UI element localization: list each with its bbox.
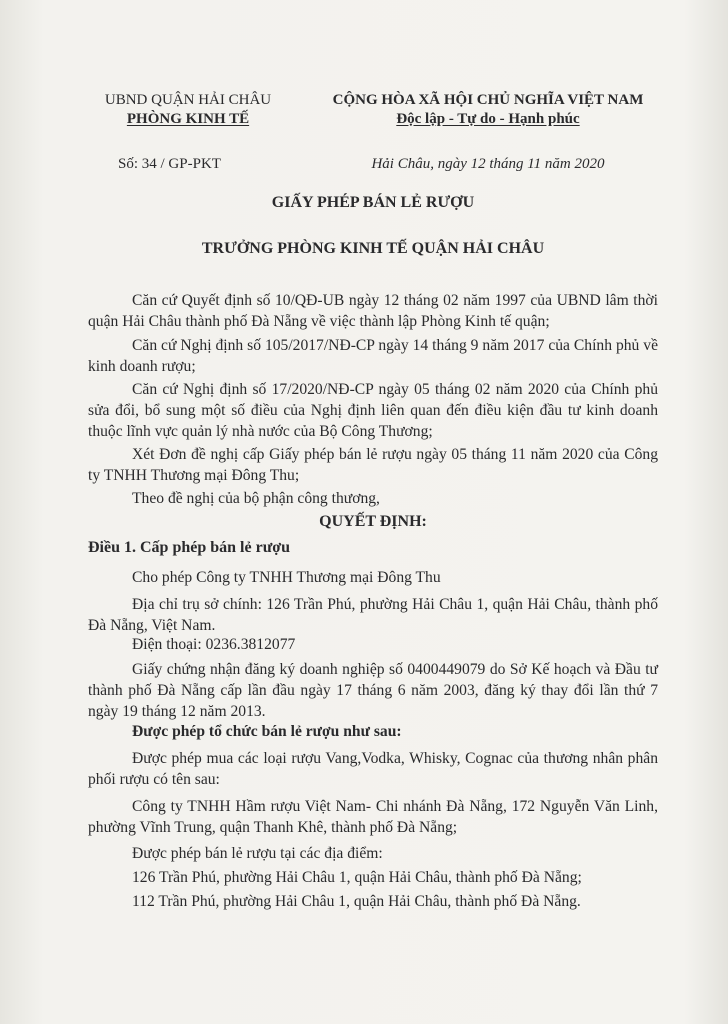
issuer-name: UBND QUẬN HẢI CHÂU <box>104 92 272 108</box>
company-phone: Điện thoại: 0236.3812077 <box>132 636 296 653</box>
issuer-department: PHÒNG KINH TẾ <box>126 111 250 127</box>
article-1-heading: Điều 1. Cấp phép bán lẻ rượu <box>88 539 291 556</box>
company-address: Địa chỉ trụ sở chính: 126 Trần Phú, phường Hải Châu 1, quận Hải Châu, thành phố Đà Nẵng, Việt Nam. <box>88 596 658 634</box>
organize-heading: Được phép tổ chức bán lẻ rượu như sau: <box>132 723 402 740</box>
licensed-company: Cho phép Công ty TNHH Thương mại Đông Thu <box>132 569 441 586</box>
document-number: Số: 34 / GP-PKT <box>118 156 221 172</box>
locations-heading: Được phép bán lẻ rượu tại các địa điểm: <box>132 845 383 862</box>
basis-paragraph-4: Xét Đơn đề nghị cấp Giấy phép bán lẻ rượu ngày 05 tháng 11 năm 2020 của Công ty TNHH Thương mại Đông Thu; <box>88 446 658 484</box>
basis-paragraph-3: Căn cứ Nghị định số 17/2020/NĐ-CP ngày 05 tháng 02 năm 2020 của Chính phủ sửa đổi, bổ sung một số điều của Nghị định liên quan đến điều kiện đầu tư kinh doanh thuộc lĩnh vực quản lý nhà nước của Bộ Công Thương; <box>88 381 658 440</box>
basis-paragraph-1: Căn cứ Quyết định số 10/QĐ-UB ngày 12 tháng 02 năm 1997 của UBND lâm thời quận Hải Châu thành phố Đà Nẵng về việc thành lập Phòng Kinh tế quận; <box>88 292 658 330</box>
national-title: CỘNG HÒA XÃ HỘI CHỦ NGHĨA VIỆT NAM <box>332 92 644 108</box>
supplier-paragraph: Công ty TNHH Hầm rượu Việt Nam- Chi nhánh Đà Nẵng, 172 Nguyễn Văn Linh, phường Vĩnh Trung, quận Thanh Khê, thành phố Đà Nẵng; <box>88 798 658 836</box>
location-item: 112 Trần Phú, phường Hải Châu 1, quận Hải Châu, thành phố Đà Nẵng. <box>132 893 581 910</box>
document-title: GIẤY PHÉP BÁN LẺ RƯỢU <box>271 194 475 211</box>
location-item: 126 Trần Phú, phường Hải Châu 1, quận Hải Châu, thành phố Đà Nẵng; <box>132 869 582 886</box>
decision-heading: QUYẾT ĐỊNH: <box>319 513 427 530</box>
basis-paragraph-2: Căn cứ Nghị định số 105/2017/NĐ-CP ngày 14 tháng 9 năm 2017 của Chính phủ về kinh doanh rượu; <box>88 337 658 375</box>
buy-from-paragraph: Được phép mua các loại rượu Vang,Vodka, Whisky, Cognac của thương nhân phân phối rượu có tên sau: <box>88 750 658 788</box>
business-registration: Giấy chứng nhận đăng ký doanh nghiệp số 0400449079 do Sở Kế hoạch và Đầu tư thành phố Đà Nẵng cấp lần đầu ngày 17 tháng 6 năm 2003, đăng ký thay đổi lần thứ 7 ngày 19 tháng 12 năm 2013. <box>88 661 658 720</box>
issuing-authority: TRƯỞNG PHÒNG KINH TẾ QUẬN HẢI CHÂU <box>201 240 545 257</box>
place-and-date: Hải Châu, ngày 12 tháng 11 năm 2020 <box>371 156 605 172</box>
basis-paragraph-5: Theo đề nghị của bộ phận công thương, <box>132 490 380 507</box>
national-motto: Độc lập - Tự do - Hạnh phúc <box>396 111 580 127</box>
